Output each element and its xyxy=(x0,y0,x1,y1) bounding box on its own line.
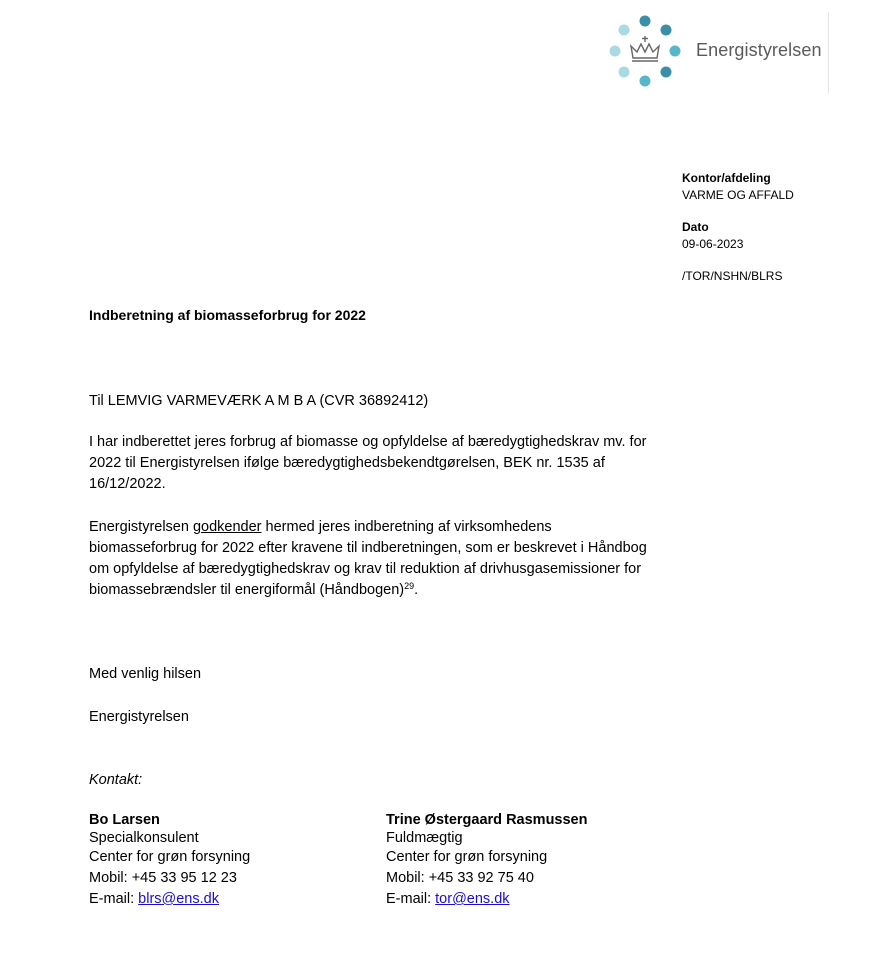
greeting: Med venlig hilsen xyxy=(89,666,202,682)
contact-heading: Kontakt: xyxy=(89,772,143,788)
paragraph-2-start: Energistyrelsen xyxy=(89,519,193,535)
email-link[interactable]: blrs@ens.dk xyxy=(138,891,219,907)
paragraph-2-rest: hermed jeres indberetning af virksomhedens biomasseforbrug for 2022 efter kravene til indberetningen, som er beskrevet i Håndbog om opfyldelse af bæredygtighedskrav og krav til reduktion af drivhusgasemissioner for biomassebrændsler til energiformål (Håndbogen) xyxy=(89,519,647,598)
office-label: Kontor/afdeling xyxy=(682,171,771,185)
email-label: E-mail: xyxy=(386,891,436,907)
approval-word: godkender xyxy=(192,519,262,535)
email-label: E-mail: xyxy=(89,891,139,907)
contact-name: Bo Larsen xyxy=(89,812,160,828)
logo xyxy=(606,12,830,94)
paragraph-2-end: . xyxy=(414,582,419,598)
letter-meta xyxy=(682,170,794,285)
office-value: VARME OG AFFALD xyxy=(682,187,794,202)
reference: /TOR/NSHN/BLRS xyxy=(682,269,783,283)
date-label: Dato xyxy=(682,220,709,234)
logo-divider xyxy=(828,12,829,94)
paragraph-1: I har indberettet jeres forbrug af biomasse og opfyldelse af bæredygtighedskrav mv. for 2022 til Energistyrelsen ifølge bæredygtighedsbekendtgørelsen, BEK nr. 1535 af 16/12/2022. xyxy=(89,434,647,492)
date-value: 09-06-2023 xyxy=(682,236,744,251)
signature: Energistyrelsen xyxy=(89,709,189,725)
contact-phone: Mobil: +45 33 92 75 40 xyxy=(386,870,534,886)
contact-person xyxy=(386,812,587,909)
letter-subject: Indberetning af biomasseforbrug for 2022 xyxy=(89,307,366,323)
footnote-ref: 29 xyxy=(404,581,415,591)
email-link[interactable]: tor@ens.dk xyxy=(435,891,510,907)
contact-email-line xyxy=(89,890,250,909)
logo-name: Energistyrelsen xyxy=(696,40,822,60)
contact-title: Fuldmægtig xyxy=(386,830,463,846)
contact-person xyxy=(89,812,250,909)
recipient: Til LEMVIG VARMEVÆRK A M B A (CVR 36892412) xyxy=(89,393,429,409)
energistyrelsen-crown-dots-logo-icon xyxy=(606,12,686,94)
contact-email-line xyxy=(386,890,587,909)
paragraph-2 xyxy=(89,517,649,601)
contact-title: Specialkonsulent xyxy=(89,830,199,846)
contact-unit: Center for grøn forsyning xyxy=(89,849,251,865)
contact-name: Trine Østergaard Rasmussen xyxy=(386,812,588,828)
contact-phone: Mobil: +45 33 95 12 23 xyxy=(89,870,237,886)
contact-unit: Center for grøn forsyning xyxy=(386,849,548,865)
